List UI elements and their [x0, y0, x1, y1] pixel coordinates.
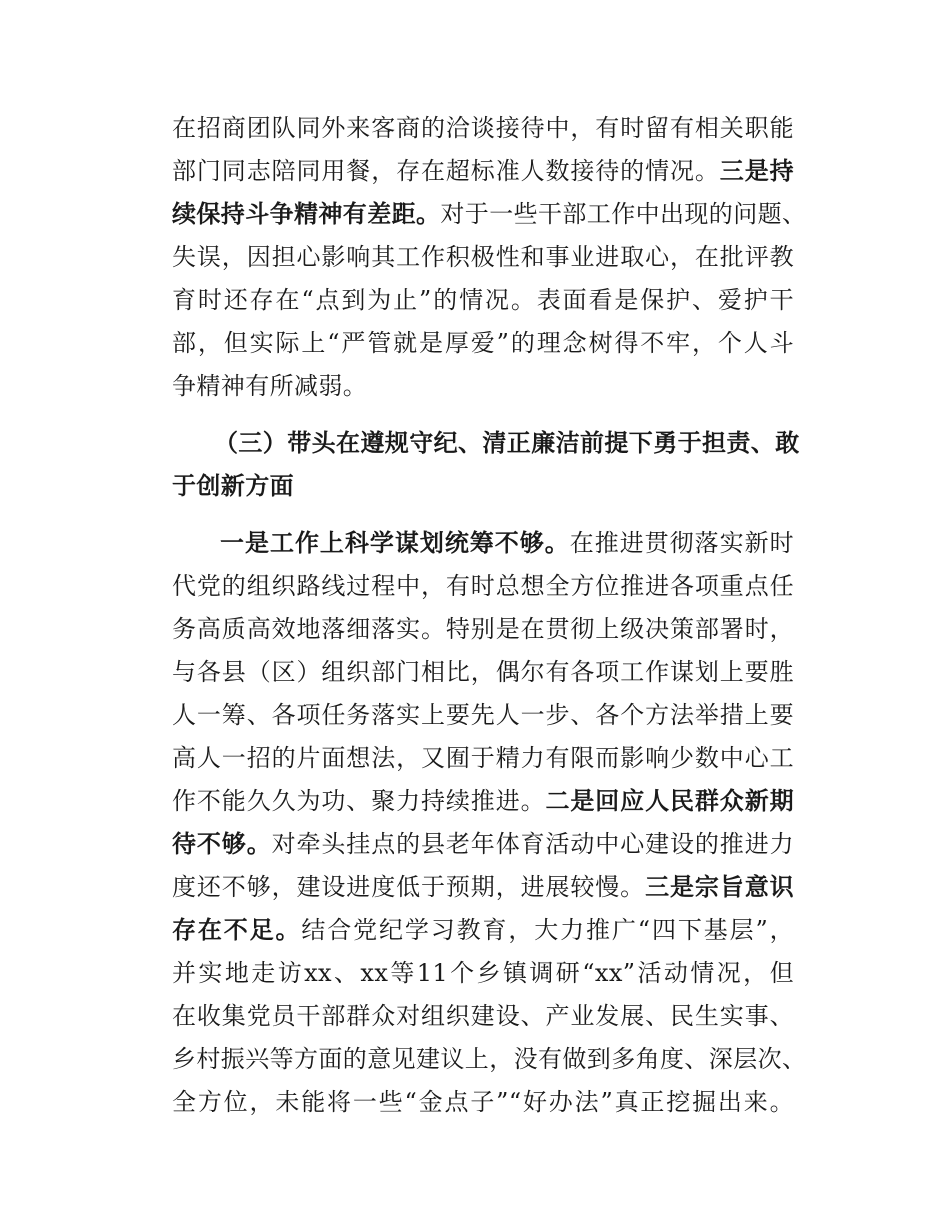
para2-line7-text: 作不能久久为功、聚力持续推进。 — [172, 787, 546, 815]
para2-line5: 人一筹、各项任务落实上要先人一步、各个方法举措上要 — [172, 701, 794, 729]
para2-line10-bold: 存在不足。 — [172, 916, 302, 944]
para1-line6: 部，但实际上“严管就是厚爱”的理念树得不牢，个人斗 — [172, 329, 794, 357]
para2-line10 — [172, 914, 794, 946]
para1-line4: 失误，因担心影响其工作积极性和事业进取心，在批评教 — [172, 243, 794, 271]
para1-line2-bold: 三是持 — [719, 157, 794, 185]
para1-line3-text: 对于一些干部工作中出现的问题、 — [440, 200, 807, 228]
para2-line7 — [172, 785, 794, 817]
para2-line14: 全方位，未能将一些“金点子”“好办法”真正挖掘出来。 — [172, 1088, 794, 1116]
para1-line3-bold: 续保持斗争精神有差距。 — [172, 200, 441, 228]
para2-line2: 代党的组织路线过程中，有时总想全方位推进各项重点任 — [172, 572, 794, 600]
section-heading-line2: 于创新方面 — [172, 472, 294, 500]
para2-line12: 在收集党员干部群众对组织建设、产业发展、民生实事、 — [172, 1002, 794, 1030]
para1-line2 — [172, 155, 794, 187]
para2-line1 — [220, 527, 794, 559]
para1-line5: 育时还存在“点到为止”的情况。表面看是保护、爱护干 — [172, 286, 794, 314]
para2-line11: 并实地走访xx、xx等11个乡镇调研“xx”活动情况，但 — [172, 959, 794, 987]
para1-line1: 在招商团队同外来客商的洽谈接待中，有时留有相关职能 — [172, 114, 794, 142]
para2-line3: 务高质高效地落细落实。特别是在贯彻上级决策部署时， — [172, 615, 794, 643]
para2-line13: 乡村振兴等方面的意见建议上，没有做到多角度、深层次、 — [172, 1045, 807, 1073]
para2-line8-text: 对牵头挂点的县老年体育活动中心建设的推进力 — [271, 830, 794, 858]
para2-line7-bold: 二是回应人民群众新期 — [545, 787, 794, 815]
para2-line8 — [172, 828, 794, 860]
para2-line6: 高人一招的片面想法，又囿于精力有限而影响少数中心工 — [172, 744, 794, 772]
para1-line7: 争精神有所减弱。 — [172, 372, 368, 400]
para2-line1-bold: 一是工作上科学谋划统筹不够。 — [220, 529, 570, 557]
para2-line1-text: 在推进贯彻落实新时 — [569, 529, 794, 557]
para2-line4: 与各县（区）组织部门相比，偶尔有各项工作谋划上要胜 — [172, 658, 794, 686]
para2-line10-text: 结合党纪学习教育，大力推广“四下基层”， — [301, 916, 794, 944]
para2-line8-bold: 待不够。 — [172, 830, 272, 858]
para2-line9-text: 度还不够，建设进度低于预期，进展较慢。 — [172, 873, 646, 901]
para2-line9-bold: 三是宗旨意识 — [645, 873, 794, 901]
para2-line9 — [172, 871, 794, 903]
section-heading-line1: （三）带头在遵规守纪、清正廉洁前提下勇于担责、敢 — [214, 429, 800, 457]
para1-line3 — [172, 198, 807, 230]
para1-line2-text: 部门同志陪同用餐，存在超标准人数接待的情况。 — [172, 157, 720, 185]
